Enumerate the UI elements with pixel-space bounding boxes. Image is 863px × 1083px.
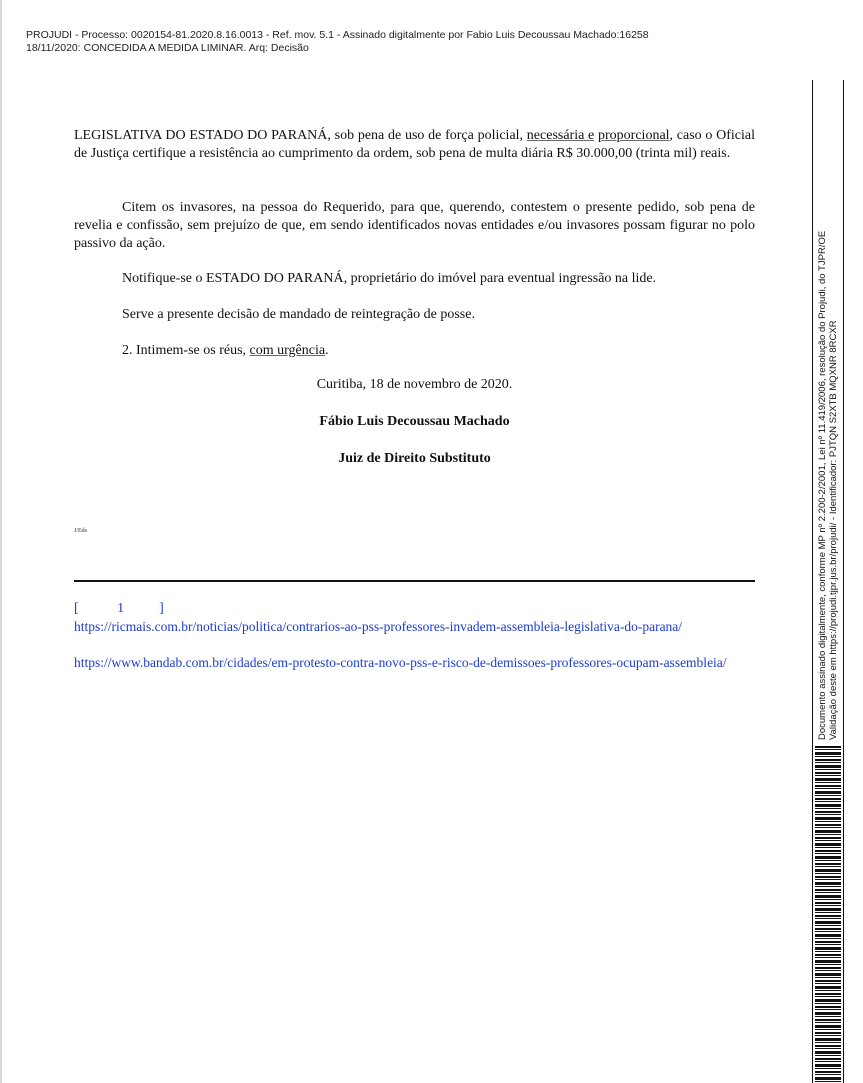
p3-text: Notifique-se o ESTADO DO PARANÁ, proprietário do imóvel para eventual ingressão na lide. (122, 271, 657, 286)
paragraph-3 (74, 270, 755, 288)
stamp-text-area (813, 80, 843, 740)
page-edge (0, 0, 2, 1083)
p4-text: Serve a presente decisão de mandado de reintegração de posse. (122, 307, 475, 322)
paragraph-5 (74, 342, 755, 360)
p5-underlined: com urgência (249, 343, 326, 358)
footnote-link-1[interactable]: https://ricmais.com.br/noticias/politica/contrarios-ao-pss-professores-invadem-assembleia-legislativa-do-parana/ (74, 619, 683, 634)
paragraph-1 (74, 127, 755, 163)
paragraph-4 (74, 306, 755, 324)
initials: J/Eds (74, 528, 88, 534)
paragraph-2 (74, 199, 755, 253)
p5-text-b: . (325, 343, 329, 358)
stamp-line-2: Validação deste em https://projudi.tjpr.jus.br/projudi/ - Identificador: PJTQN S2XTB MQXNR 8RCXR (828, 320, 839, 740)
stamp-text (817, 80, 839, 740)
barcode (815, 746, 841, 1083)
footnote-divider (74, 580, 755, 582)
document-header (26, 29, 649, 55)
digital-signature-stamp (812, 80, 844, 1083)
signer-name: Fábio Luis Decoussau Machado (319, 414, 510, 429)
place-date: Curitiba, 18 de novembro de 2020. (316, 377, 513, 392)
p2-text: Citem os invasores, na pessoa do Requerido, para que, querendo, contestem o presente pedido, sob pena de revelia e confissão, sem prejuízo de que, em sendo identificados novas entidades e/ou invasores possam figurar no polo passivo da ação. (74, 200, 755, 251)
p5-text-a: 2. Intimem-se os réus, (122, 343, 250, 358)
p1-text-a: LEGISLATIVA DO ESTADO DO PARANÁ, sob pena de uso de força policial, (74, 128, 527, 143)
p1-underlined-2: proporcional (598, 128, 670, 143)
p1-text-c: , caso o Oficial de Justiça certifique a resistência ao cumprimento da ordem, sob pena de multa diária R$ 30.000,00 (trinta mil) reais. (74, 128, 756, 161)
p1-underlined-1: necessária e (526, 128, 595, 143)
footnote-reference[interactable]: [ 1 ] (74, 601, 164, 616)
footnote-link-2[interactable]: https://www.bandab.com.br/cidades/em-protesto-contra-novo-pss-e-risco-de-demissoes-professores-ocupam-assembleia/ (74, 655, 727, 670)
stamp-line-1: Documento assinado digitalmente, conforme MP nº 2.200-2/2001, Lei nº 11.419/2006, resolução do Projudi, do TJPR/OE (817, 230, 828, 740)
header-line-1: PROJUDI - Processo: 0020154-81.2020.8.16.0013 - Ref. mov. 5.1 - Assinado digitalmente por Fabio Luis Decoussau Machado:16258 (26, 29, 649, 41)
signer-role: Juiz de Direito Substituto (338, 451, 491, 466)
header-line-2: 18/11/2020: CONCEDIDA A MEDIDA LIMINAR. Arq: Decisão (26, 42, 309, 54)
